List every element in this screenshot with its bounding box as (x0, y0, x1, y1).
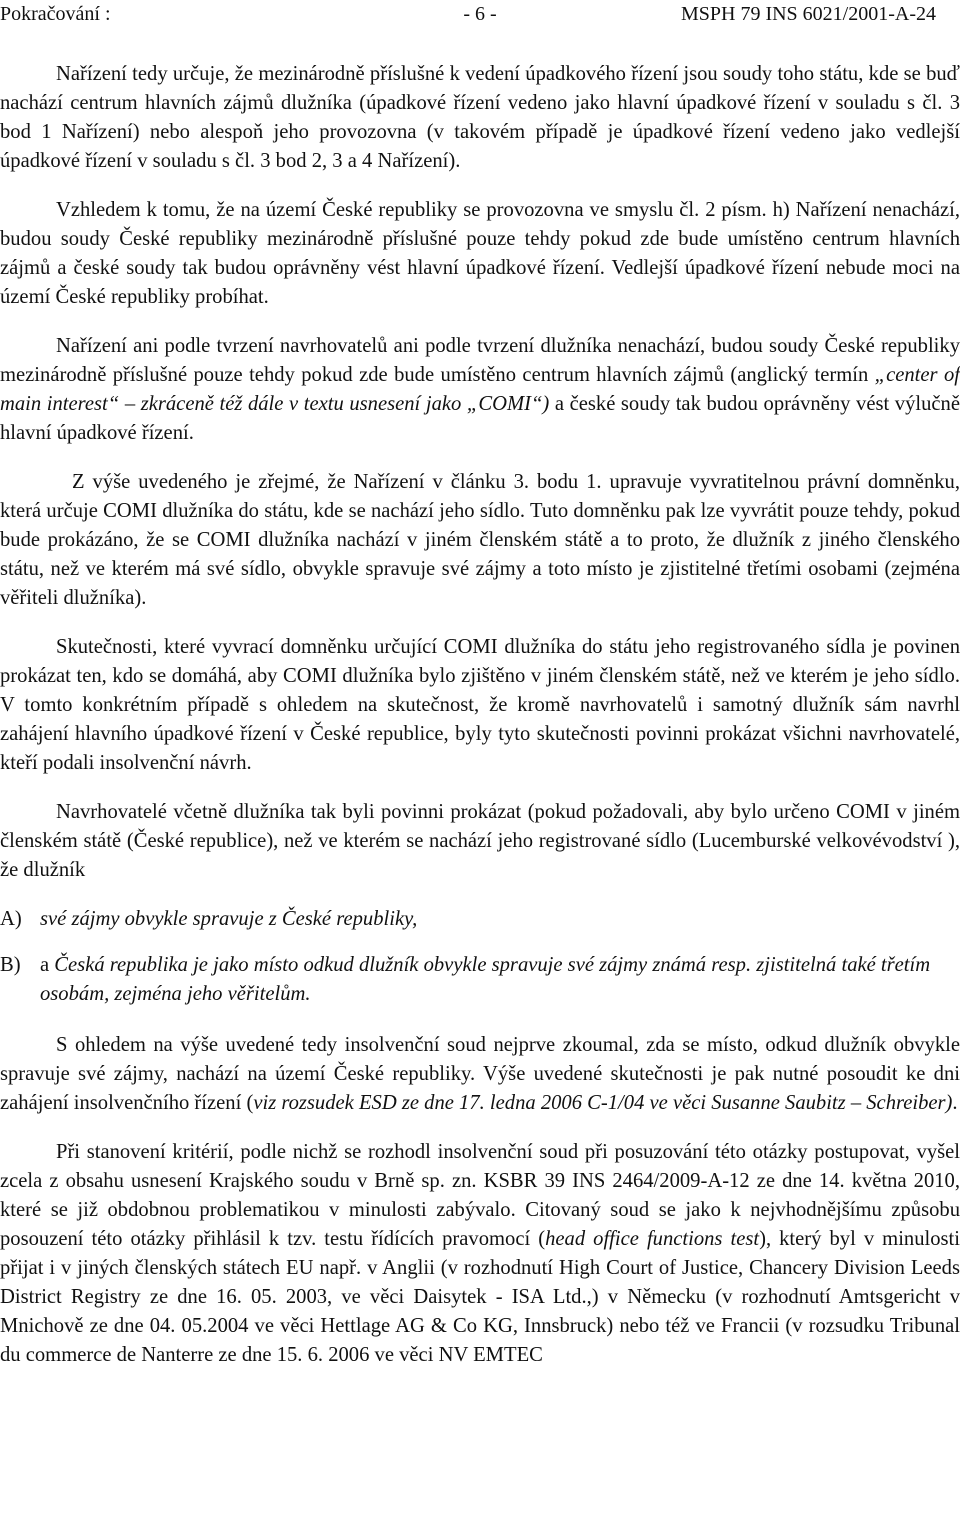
header-continuation-label: Pokračování : (0, 3, 111, 25)
list-item-marker: B) (0, 954, 21, 976)
document-body (0, 60, 960, 1390)
paragraph-court-text-b: . (952, 1092, 958, 1114)
list-item-marker: A) (0, 908, 22, 930)
paragraph-comi-italic: „center of main interest“ – zkráceně též dále v textu usnesení jako „COMI“) (0, 364, 960, 415)
paragraph-burden-of-proof: Skutečnosti, které vyvrací domněnku určující COMI dlužníka do státu jeho registrovaného sídla je povinen prokázat ten, kdo se domáhá, aby COMI dlužníka bylo zjištěno v jiném členském státě, než ve kterém je jeho sídlo. V tomto konkrétním případě s ohledem na skutečnost, že kromě navrhovatelů i samotný dlužník sám navrhl zahájení hlavního úpadkové řízení v České republice, byly tyto skutečnosti povinni prokázat všichni navrhovatelé, kteří podali insolvenční návrh. (0, 636, 960, 774)
paragraph-petitioners: Navrhovatelé včetně dlužníka tak byli povinni prokázat (pokud požadovali, aby bylo určeno COMI v jiném členském státě (České republice), než ve kterém se nachází jeho registrované sídlo (Lucemburské velkovévodství ), že dlužník (0, 801, 960, 881)
paragraph-court-italic: viz rozsudek ESD ze dne 17. ledna 2006 C-1/04 ve věci Susanne Saubitz – Schreiber) (253, 1092, 953, 1114)
paragraph-comi-text-b: a české soudy tak budou oprávněny vést výlučně hlavní úpadkové řízení. (0, 393, 960, 444)
paragraph-criteria-italic: head office functions test (545, 1228, 760, 1250)
paragraph-court-text-a: S ohledem na výše uvedené tedy insolvenční soud nejprve zkoumal, zda se místo, odkud dlužník obvykle spravuje své zájmy, nachází na území České republiky. Výše uvedené skutečnosti je pak nutné posoudit ke dni zahájení insolvenčního řízení ( (0, 1034, 960, 1114)
list-item-text: Česká republika je jako místo odkud dlužník obvykle spravuje své zájmy známá resp. zjistitelná také třetím osobám, zejména jeho věřitelům. (40, 954, 931, 1005)
list-item (0, 951, 960, 1009)
paragraph-presumption: Z výše uvedeného je zřejmé, že Nařízení v článku 3. bodu 1. upravuje vyvratitelnou právní domněnku, která určuje COMI dlužníka do státu, kde se nachází jeho sídlo. Tuto domněnku pak lze vyvrátit pouze tehdy, pokud bude prokázáno, že se COMI dlužníka nachází v jiném členském státě a to proto, že dlužník z jiného členského státu, než ve kterém má své sídlo, obvykle spravuje své zájmy a toto místo je zjistitelné třetími osobami (zejména věřiteli dlužníka). (0, 471, 960, 609)
page-header (0, 0, 960, 30)
conditions-list (0, 905, 960, 1009)
list-item-text: své zájmy obvykle spravuje z České republiky, (40, 908, 418, 930)
paragraph-comi (0, 332, 960, 448)
paragraph-establishment: Vzhledem k tomu, že na území České republiky se provozovna ve smyslu čl. 2 písm. h) Nařízení nenachází, budou soudy České republiky mezinárodně příslušné pouze tehdy pokud zde bude umístěno centrum hlavních zájmů a české soudy tak budou oprávněny vést hlavní úpadkové řízení. Vedlejší úpadkové řízení nebude moci na území České republiky probíhat. (0, 199, 960, 308)
paragraph-criteria-text-a: Při stanovení kritérií, podle nichž se rozhodl insolvenční soud při posuzování této otázky postupovat, vyšel zcela z obsahu usnesení Krajského soudu v Brně sp. zn. KSBR 39 INS 2464/2009-A-12 ze dne 14. května 2010, které se již obdobnou problematikou v minulosti zabývalo. Citovaný soud se jako k nejvhodnějšímu způsobu posouzení této otázky přihlásil k tzv. testu řídících pravomocí ( (0, 1141, 960, 1250)
paragraph-criteria (0, 1138, 960, 1370)
header-case-number: MSPH 79 INS 6021/2001-A-24 (680, 3, 936, 25)
list-item-prefix: a (40, 954, 55, 976)
paragraph-regulation: Nařízení tedy určuje, že mezinárodně příslušné k vedení úpadkového řízení jsou soudy toho státu, kde se buď nachází centrum hlavních zájmů dlužníka (úpadkové řízení vedeno jako hlavní úpadkové řízení v souladu s čl. 3 bod 1 Nařízení) nebo alespoň jeho provozovna (v takovém případě je úpadkové řízení vedeno jako vedlejší úpadkové řízení v souladu s čl. 3 bod 2, 3 a 4 Nařízení). (0, 63, 960, 172)
list-item (0, 905, 960, 934)
paragraph-criteria-text-b: ), který byl v minulosti přijat i v jiných členských státech EU např. v Anglii (v rozhodnutí High Court of Justice, Chancery Division Leeds District Registry ze dne 16. 05. 2003, ve věci Daisytek - ISA Ltd.,) v Německu (v rozhodnutí Amtsgericht v Mnichově ze dne 04. 05.2004 ve věci Hettlage AG & Co KG, Innsbruck) nebo též ve Francii (v rozsudku Tribunal du commerce de Nanterre ze dne 15. 6. 2006 ve věci NV EMTEC (0, 1228, 960, 1366)
paragraph-court-examination (0, 1031, 960, 1118)
header-page-number: - 6 - (463, 3, 497, 25)
paragraph-comi-text-a: Nařízení ani podle tvrzení navrhovatelů ani podle tvrzení dlužníka nenachází, budou soudy České republiky mezinárodně příslušné pouze tehdy pokud zde bude umístěno centrum hlavních zájmů (anglický termín (0, 335, 960, 386)
